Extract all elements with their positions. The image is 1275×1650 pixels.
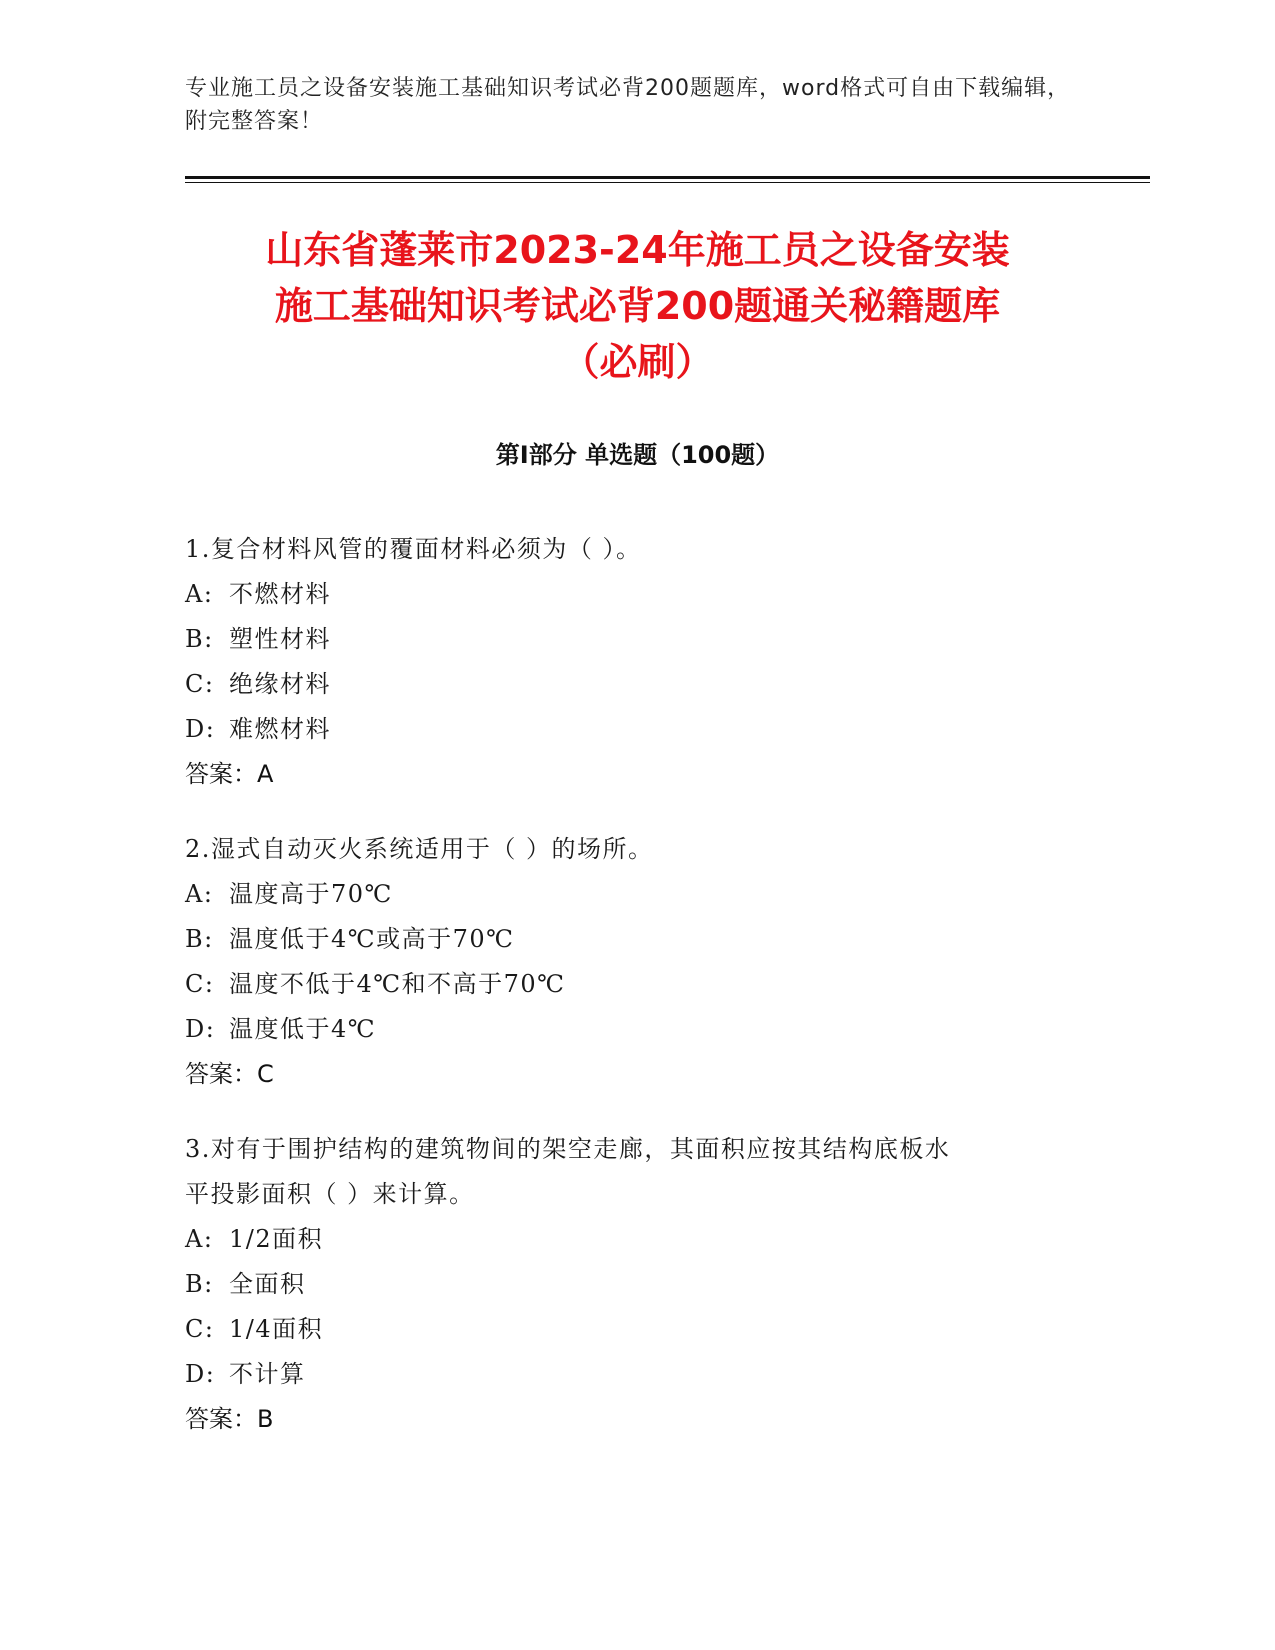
option-letter: C: bbox=[185, 670, 215, 698]
question-stem: 3.对有于围护结构的建筑物间的架空走廊，其面积应按其结构底板水 bbox=[185, 1135, 951, 1163]
section-title: 第I部分 单选题（100题） bbox=[495, 441, 780, 469]
option-text: 难燃材料 bbox=[229, 715, 331, 743]
option-text: 绝缘材料 bbox=[229, 670, 331, 698]
option-letter: B: bbox=[185, 625, 214, 653]
option-text: 不燃材料 bbox=[229, 580, 331, 608]
header-note: 专业施工员之设备安装施工基础知识考试必背200题题库，word格式可自由下载编辑，附完整答案！ bbox=[185, 76, 1071, 134]
question-list bbox=[185, 527, 1085, 1472]
title-line: 施工基础知识考试必背200题通关秘籍题库 bbox=[274, 284, 1001, 328]
option-row bbox=[185, 662, 1085, 707]
option-text: 温度低于4℃或高于70℃ bbox=[229, 925, 515, 953]
answer-line: 答案：B bbox=[185, 1405, 274, 1433]
option-letter: D: bbox=[185, 1015, 216, 1043]
option-row bbox=[185, 707, 1085, 752]
option-row bbox=[185, 1007, 1085, 1052]
title-line: 山东省蓬莱市2023-24年施工员之设备安装 bbox=[265, 228, 1010, 272]
option-text: 不计算 bbox=[229, 1360, 306, 1388]
question-stem: 平投影面积（ ）来计算。 bbox=[185, 1180, 475, 1208]
option-row bbox=[185, 1307, 1085, 1352]
option-letter: B: bbox=[185, 925, 214, 953]
title-line: （必刷） bbox=[561, 340, 714, 384]
option-letter: A: bbox=[185, 1225, 214, 1253]
option-row bbox=[185, 1262, 1085, 1307]
option-text: 1/2面积 bbox=[229, 1225, 324, 1253]
option-row bbox=[185, 917, 1085, 962]
option-text: 温度不低于4℃和不高于70℃ bbox=[229, 970, 566, 998]
option-letter: B: bbox=[185, 1270, 214, 1298]
answer-line: 答案：C bbox=[185, 1060, 274, 1088]
question-stem: 1.复合材料风管的覆面材料必须为（ ）。 bbox=[185, 535, 642, 563]
option-row bbox=[185, 572, 1085, 617]
option-letter: A: bbox=[185, 880, 214, 908]
option-row bbox=[185, 872, 1085, 917]
option-text: 全面积 bbox=[229, 1270, 306, 1298]
question-item bbox=[185, 527, 1085, 797]
option-text: 温度低于4℃ bbox=[229, 1015, 377, 1043]
document-title bbox=[185, 222, 1090, 390]
option-row bbox=[185, 1352, 1085, 1397]
question-stem: 2.湿式自动灭火系统适用于（ ）的场所。 bbox=[185, 835, 654, 863]
option-text: 塑性材料 bbox=[229, 625, 331, 653]
option-row bbox=[185, 962, 1085, 1007]
option-letter: D: bbox=[185, 1360, 216, 1388]
question-item bbox=[185, 827, 1085, 1097]
option-text: 温度高于70℃ bbox=[229, 880, 393, 908]
answer-line: 答案：A bbox=[185, 760, 274, 788]
option-letter: A: bbox=[185, 580, 214, 608]
option-letter: C: bbox=[185, 1315, 215, 1343]
question-item bbox=[185, 1127, 1085, 1442]
header-rule-thin bbox=[185, 182, 1150, 183]
option-row bbox=[185, 1217, 1085, 1262]
header-rule-thick bbox=[185, 176, 1150, 179]
option-text: 1/4面积 bbox=[229, 1315, 324, 1343]
option-row bbox=[185, 617, 1085, 662]
option-letter: C: bbox=[185, 970, 215, 998]
option-letter: D: bbox=[185, 715, 216, 743]
